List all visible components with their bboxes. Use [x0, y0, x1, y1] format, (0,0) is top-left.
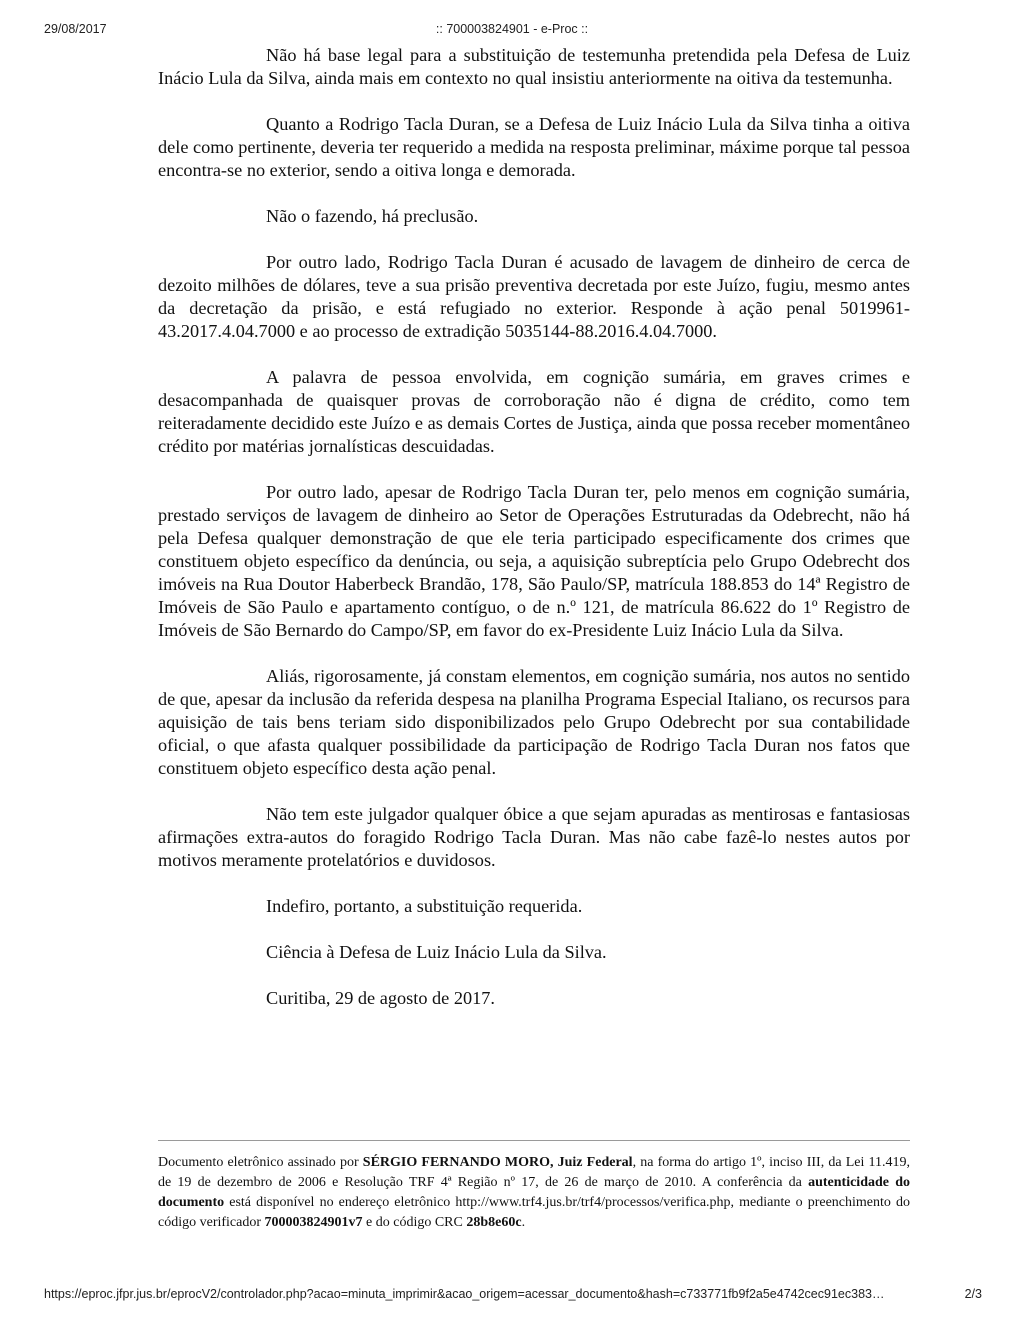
paragraph-10: Ciência à Defesa de Luiz Inácio Lula da Silva.: [266, 942, 607, 962]
authenticity-label: autenticidade do documento: [158, 1175, 910, 1210]
paragraph-1: Não há base legal para a substituição de testemunha pretendida pela Defesa de Luiz Inácio Lula da Silva, ainda mais em contexto no qual insistiu anteriormente na oitiva da testemunha.: [158, 45, 910, 88]
signature-divider: [158, 1140, 910, 1141]
decision-body: [158, 44, 910, 1033]
paragraph-11: Curitiba, 29 de agosto de 2017.: [266, 988, 495, 1008]
electronic-signature-note: [158, 1153, 910, 1233]
paragraph-8: Não tem este julgador qualquer óbice a que sejam apuradas as mentirosas e fantasiosas afirmações extra-autos do foragido Rodrigo Tacla Duran. Mas não cabe fazê-lo nestes autos por motivos meramente protelatórios e duvidosos.: [158, 804, 910, 870]
paragraph-6: Por outro lado, apesar de Rodrigo Tacla Duran ter, pelo menos em cognição sumária, prestado serviços de lavagem de dinheiro ao Setor de Operações Estruturadas da Odebrecht, não há pela Defesa qualquer demonstração de que ele teria participado especificamente dos crimes que constituem objeto específico da denúncia, ou seja, a aquisição subreptícia pelo Grupo Odebrecht dos imóveis na Rua Doutor Haberbeck Brandão, 178, São Paulo/SP, matrícula 188.853 do 14ª Registro de Imóveis de São Paulo e apartamento contíguo, o de n.º 121, de matrícula 86.622 do 1º Registro de Imóveis de São Bernardo do Campo/SP, em favor do ex-Presidente Luiz Inácio Lula da Silva.: [158, 482, 910, 640]
print-title: :: 700003824901 - e-Proc ::: [435, 22, 589, 36]
paragraph-7: Aliás, rigorosamente, já constam elementos, em cognição sumária, nos autos no sentido de que, apesar da inclusão da referida despesa na planilha Programa Especial Italiano, os recursos para aquisição de tais bens teriam sido disponibilizados pelo Grupo Odebrecht por sua contabilidade oficial, o que afasta qualquer possibilidade da participação de Rodrigo Tacla Duran nos fatos que constituem objeto específico desta ação penal.: [158, 666, 910, 778]
paragraph-4: Por outro lado, Rodrigo Tacla Duran é acusado de lavagem de dinheiro de cerca de dezoito milhões de dólares, teve a sua prisão preventiva decretada por este Juízo, fugiu, mesmo antes da decretação da prisão, e está refugiado no exterior. Responde à ação penal 5019961-43.2017.4.04.7000 e ao processo de extradição 5035144-88.2016.4.04.7000.: [158, 252, 910, 341]
paragraph-2: Quanto a Rodrigo Tacla Duran, se a Defesa de Luiz Inácio Lula da Silva tinha a oitiva dele como pertinente, deveria ter requerido a medida na resposta preliminar, máxime porque tal pessoa encontra-se no exterior, sendo a oitiva longa e demorada.: [158, 114, 910, 180]
page-number: 2/3: [964, 1287, 982, 1301]
print-header: [0, 22, 1024, 42]
paragraph-3: Não o fazendo, há preclusão.: [266, 206, 479, 226]
paragraph-9: Indefiro, portanto, a substituição requerida.: [266, 896, 583, 916]
signer-name: SÉRGIO FERNANDO MORO, Juiz Federal: [362, 1155, 633, 1170]
verification-code: 700003824901v7: [264, 1215, 363, 1230]
sig-text-2: , na forma do artigo 1º, inciso III, da Lei 11.419, de 19 de dezembro de 2006 e Resolução TRF 4ª Região nº 17, de 26 de março de 2010. A conferência da: [158, 1155, 911, 1190]
sig-text-1: Documento eletrônico assinado por: [158, 1155, 363, 1170]
sig-text-4: e do código CRC: [362, 1215, 467, 1230]
paragraph-5: A palavra de pessoa envolvida, em cognição sumária, em graves crimes e desacompanhada de quaisquer provas de corroboração não é digna de crédito, como tem reiteradamente decidido este Juízo e as demais Cortes de Justiça, ainda que possa receber momentâneo crédito por matérias jornalísticas descuidadas.: [158, 367, 910, 456]
print-footer: [0, 1287, 1024, 1307]
sig-text-5: .: [521, 1215, 526, 1230]
print-url: https://eproc.jfpr.jus.br/eprocV2/controlador.php?acao=minuta_imprimir&acao_origem=acessar_documento&hash=c733771fb9f2a5e4742cec91ec383…: [44, 1287, 885, 1301]
sig-text-3: está disponível no endereço eletrônico http://www.trf4.jus.br/trf4/processos/verifica.php, mediante o preenchimento do código verificador: [158, 1195, 910, 1230]
crc-code: 28b8e60c: [466, 1215, 522, 1230]
print-date: 29/08/2017: [44, 22, 107, 36]
